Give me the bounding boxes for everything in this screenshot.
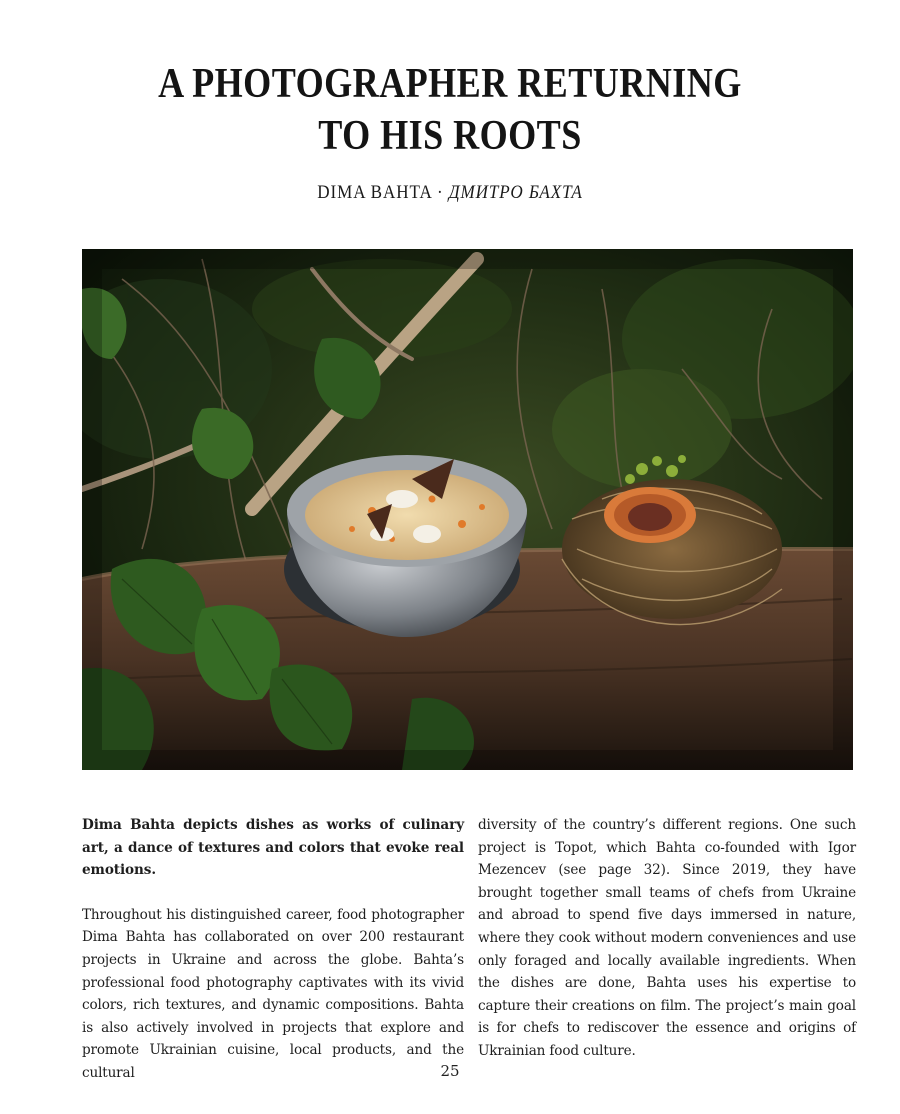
article-title [63,58,837,162]
body-paragraph-left: Throughout his distinguished career, food photographer Dima Bahta has collaborated on over 200 restaurant projects in Ukraine and across the globe. Bahta’s professional food photography captivates with its vivid colors, rich textures, and dynamic compositions. Bahta is also actively involved in projects that explore and promote Ukrainian cuisine, local products, and the cultural [82,906,464,1081]
byline-cyrillic: ДМИТРО БАХТА [448,182,583,203]
body-paragraph-right: diversity of the country’s different regions. One such project is Topot, which Bahta co-founded with Igor Mezencev (see page 32). Since 2019, they have brought together small teams of chefs from Ukraine and abroad to spend five days immersed in nature, where they cook without modern conveniences and use only foraged and locally available ingredients. When the dishes are done, Bahta uses his expertise to capture their creations on film. The project’s main goal is for chefs to rediscover the essence and origins of Ukrainian food culture. [478,817,856,1059]
byline [45,182,855,204]
title-line-2: TO HIS ROOTS [318,113,582,159]
lede-paragraph: Dima Bahta depicts dishes as works of culinary art, a dance of textures and colors that evoke real emotions. [82,817,464,879]
page-number: 25 [440,1062,460,1080]
column-right [478,814,856,1063]
title-line-1: A PHOTOGRAPHER RETURNING [158,61,742,107]
feature-photo [82,249,853,770]
column-left [82,814,464,1085]
byline-separator: · [436,182,444,203]
byline-latin: DIMA BAHTA [317,182,432,203]
